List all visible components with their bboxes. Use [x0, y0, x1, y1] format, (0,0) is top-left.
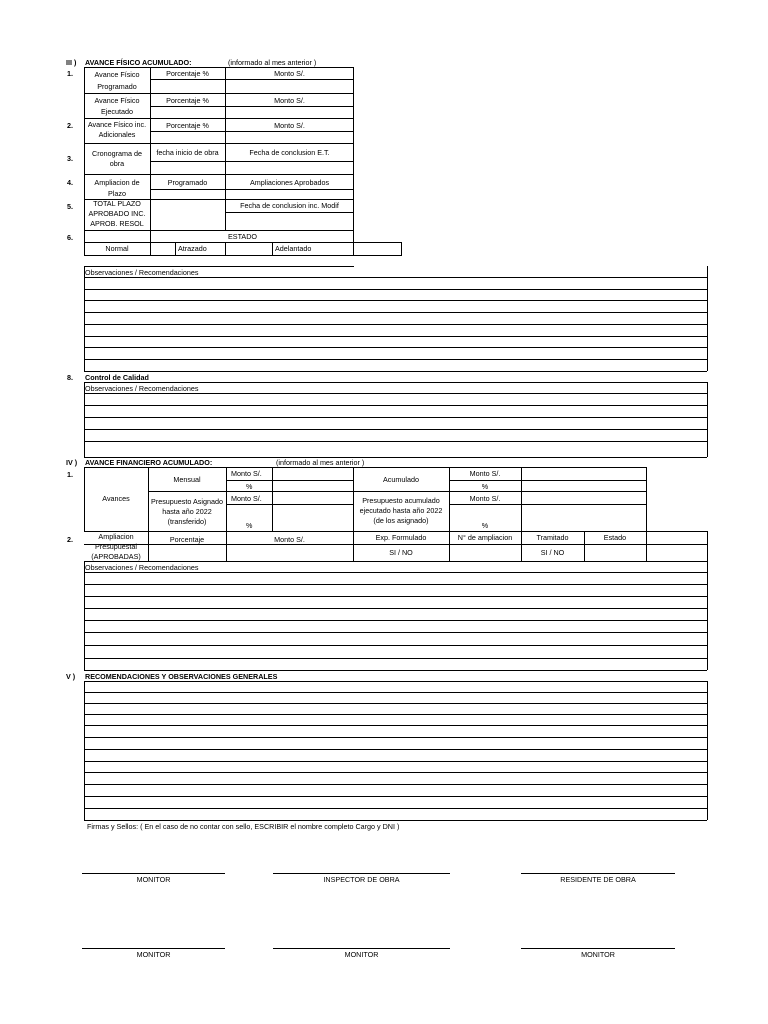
- table-rule: [84, 561, 85, 670]
- mensual-label: Mensual: [173, 475, 201, 484]
- table-rule: [84, 67, 354, 68]
- row-number: 3.: [67, 154, 73, 163]
- signature-line: [82, 948, 225, 949]
- table-rule: [84, 118, 354, 119]
- table-rule: [150, 161, 354, 162]
- section-4-number: IV ): [66, 458, 78, 467]
- table-rule: [150, 79, 354, 80]
- row-number: 1.: [67, 69, 73, 78]
- table-rule: [84, 242, 402, 243]
- observaciones-label: Observaciones / Recomendaciones: [85, 563, 199, 572]
- monto-label: Monto S/.: [231, 469, 262, 478]
- table-rule: [449, 480, 647, 481]
- observaciones-label: Observaciones / Recomendaciones: [85, 384, 199, 393]
- table-rule: [175, 242, 176, 255]
- percent-label: %: [246, 521, 253, 530]
- table-rule: [84, 347, 707, 348]
- table-rule: [84, 405, 707, 406]
- table-rule: [84, 300, 707, 301]
- signature-role: MONITOR: [136, 875, 171, 884]
- column-header: Fecha de conclusion E.T.: [249, 148, 330, 157]
- monto-label: Monto S/.: [469, 469, 501, 478]
- column-header: fecha inicio de obra: [156, 148, 219, 157]
- table-rule: [84, 371, 707, 372]
- table-rule: [84, 820, 707, 821]
- table-rule: [84, 761, 707, 762]
- table-rule: [84, 796, 707, 797]
- table-rule: [84, 441, 707, 442]
- table-rule: [84, 681, 707, 682]
- table-rule: [84, 561, 707, 562]
- signature-line: [521, 948, 675, 949]
- row-number: 2.: [67, 121, 73, 130]
- row-label: Ampliacion de Plazo: [94, 178, 140, 198]
- table-rule: [84, 692, 707, 693]
- monto-label: Monto S/.: [469, 494, 501, 503]
- table-rule: [707, 531, 708, 561]
- table-rule: [84, 393, 707, 394]
- table-rule: [84, 544, 707, 545]
- presupuesto-acumulado-label: Presupuesto acumulado ejecutado hasta año 2022 (de los asignado): [359, 496, 443, 525]
- table-rule: [84, 467, 647, 468]
- signature-role: INSPECTOR DE OBRA: [323, 875, 400, 884]
- signature-line: [82, 873, 225, 874]
- table-rule: [84, 93, 354, 94]
- table-rule: [148, 491, 647, 492]
- table-rule: [150, 131, 354, 132]
- table-rule: [84, 382, 707, 383]
- table-rule: [84, 714, 707, 715]
- table-rule: [84, 620, 707, 621]
- signature-line: [521, 873, 675, 874]
- row-label: TOTAL PLAZO APROBADO INC. APROB. RESOL: [88, 199, 146, 228]
- table-rule: [272, 467, 273, 531]
- table-rule: [84, 658, 707, 659]
- monto-label: Monto S/.: [231, 494, 262, 503]
- acumulado-label: Acumulado: [383, 475, 419, 484]
- table-rule: [707, 382, 708, 457]
- column-header: Monto S/.: [274, 121, 305, 130]
- table-rule: [150, 106, 354, 107]
- estado-label: ESTADO: [227, 232, 258, 241]
- ampliacion-label: Ampliacion Presupuestal (APROBADAS): [91, 532, 141, 561]
- section-3-note: (informado al mes anterior ): [228, 58, 317, 67]
- percent-label: %: [481, 521, 489, 530]
- percent-label: %: [481, 482, 489, 491]
- table-rule: [226, 504, 353, 505]
- porcentaje-label: Porcentaje: [169, 535, 205, 544]
- estado-label: Estado: [603, 533, 627, 542]
- table-rule: [84, 277, 707, 278]
- signature-line: [273, 873, 450, 874]
- table-rule: [84, 737, 707, 738]
- table-rule: [272, 242, 273, 255]
- table-rule: [707, 266, 708, 371]
- signature-role: MONITOR: [136, 950, 171, 959]
- table-rule: [84, 572, 707, 573]
- table-rule: [84, 289, 707, 290]
- table-rule: [226, 480, 353, 481]
- table-rule: [707, 681, 708, 820]
- section-5-title: RECOMENDACIONES Y OBSERVACIONES GENERALES: [85, 672, 278, 681]
- table-rule: [84, 772, 707, 773]
- table-rule: [84, 255, 402, 256]
- table-rule: [84, 266, 85, 371]
- table-rule: [225, 242, 226, 255]
- table-rule: [84, 266, 354, 267]
- table-rule: [521, 467, 522, 531]
- section-5-number: V ): [66, 672, 76, 681]
- table-rule: [84, 324, 707, 325]
- tramitado-label: Tramitado: [536, 533, 569, 542]
- table-rule: [84, 784, 707, 785]
- row-number: 4.: [67, 178, 73, 187]
- column-header: Monto S/.: [274, 69, 305, 78]
- table-rule: [84, 749, 707, 750]
- signature-line: [273, 948, 450, 949]
- column-header: Monto S/.: [274, 96, 305, 105]
- row-number: 2.: [67, 535, 73, 544]
- estado-option-atrazado: Atrazado: [178, 244, 207, 253]
- section-8-title: Control de Calidad: [85, 373, 149, 382]
- table-rule: [225, 212, 354, 213]
- table-rule: [84, 312, 707, 313]
- column-header: Porcentaje %: [166, 121, 209, 130]
- table-rule: [84, 725, 707, 726]
- table-rule: [84, 681, 85, 820]
- row-number: 6.: [67, 233, 73, 242]
- table-rule: [84, 336, 707, 337]
- table-rule: [84, 417, 707, 418]
- table-rule: [226, 467, 227, 531]
- column-header: Porcentaje %: [166, 96, 209, 105]
- si-no-label: SI / NO: [540, 548, 565, 557]
- column-header: Ampliaciones Aprobados: [249, 178, 330, 187]
- si-no-label: SI / NO: [389, 548, 413, 557]
- table-rule: [84, 174, 354, 175]
- presupuesto-label: Presupuesto Asignado hasta año 2022 (transferido): [151, 497, 223, 526]
- estado-option-normal: Normal: [105, 244, 129, 253]
- table-rule: [84, 531, 707, 532]
- table-rule: [646, 531, 647, 561]
- row-number: 5.: [67, 202, 73, 211]
- row-label: Avance Físico inc. Adicionales: [87, 120, 147, 139]
- table-rule: [707, 561, 708, 670]
- table-rule: [646, 467, 647, 531]
- table-rule: [449, 504, 647, 505]
- row-label: Avance Físico Programado: [94, 70, 140, 91]
- table-rule: [353, 67, 354, 255]
- signature-role: MONITOR: [581, 950, 615, 959]
- signature-role: RESIDENTE DE OBRA: [560, 875, 636, 884]
- section-3-number: III ): [66, 58, 77, 67]
- firmas-label: Firmas y Sellos: ( En el caso de no contar con sello, ESCRIBIR el nombre completo Cargo y DNI ): [87, 822, 400, 831]
- table-rule: [84, 808, 707, 809]
- table-rule: [84, 359, 707, 360]
- table-rule: [84, 670, 707, 671]
- table-rule: [84, 632, 707, 633]
- exp-formulado-label: Exp. Formulado: [375, 533, 427, 542]
- column-header: Programado: [167, 178, 208, 187]
- table-rule: [84, 143, 354, 144]
- table-rule: [150, 189, 354, 190]
- row-number: 1.: [67, 470, 73, 479]
- table-rule: [84, 703, 707, 704]
- column-header: Fecha de conclusion inc. Modif: [240, 201, 339, 210]
- row-label: Cronograma de obra: [92, 149, 142, 168]
- section-4-title: AVANCE FINANCIERO ACUMULADO:: [85, 458, 213, 467]
- row-label: Avance Físico Ejecutado: [94, 96, 140, 116]
- table-rule: [84, 429, 707, 430]
- table-rule: [401, 242, 402, 255]
- table-rule: [84, 645, 707, 646]
- section-3-title: AVANCE FÍSICO ACUMULADO:: [85, 58, 192, 67]
- section-4-note: (informado al mes anterior ): [276, 458, 365, 467]
- table-rule: [84, 584, 707, 585]
- column-header: Porcentaje %: [166, 69, 209, 78]
- percent-label: %: [246, 482, 253, 491]
- monto-label: Monto S/.: [274, 535, 305, 544]
- avances-label: Avances: [102, 494, 130, 503]
- table-rule: [84, 608, 707, 609]
- table-rule: [84, 230, 354, 231]
- n-ampliacion-label: N° de ampliacion: [457, 533, 513, 542]
- estado-option-adelantado: Adelantado: [275, 244, 312, 253]
- signature-role: MONITOR: [344, 950, 379, 959]
- table-rule: [84, 596, 707, 597]
- section-8-number: 8.: [67, 373, 73, 382]
- observaciones-label: Observaciones / Recomendaciones: [85, 268, 199, 277]
